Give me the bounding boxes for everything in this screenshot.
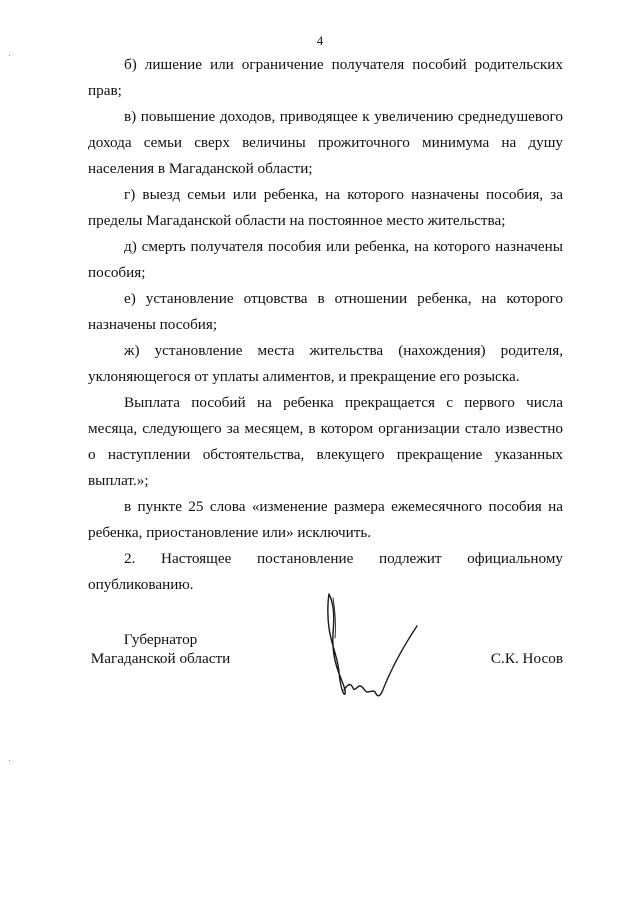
page-number: 4 (316, 33, 324, 48)
signatory-name: С.К. Носов (490, 650, 563, 667)
signature-block (88, 630, 563, 750)
paragraph-zh: ж) установление места жительства (нахождения) родителя, уклоняющегося от уплаты алиментов, и прекращение его розыска. (88, 342, 563, 385)
signatory-title-line-2: Магаданской области (90, 650, 231, 667)
paragraph-v: в) повышение доходов, приводящее к увеличению среднедушевого дохода семьи сверх величины прожиточного минимума на душу населения в Магаданской области; (88, 108, 563, 177)
paragraph-clause-25: в пункте 25 слова «изменение размера ежемесячного пособия на ребенка, приостановление или» исключить. (88, 498, 564, 541)
signatory-title-line-1: Губернатор (123, 631, 198, 648)
document-body (88, 52, 563, 598)
scan-margin-dot (9, 55, 10, 56)
signatory-title (88, 630, 233, 668)
paragraph-publication: 2. Настоящее постановление подлежит официальному опубликованию. (88, 550, 563, 593)
paragraph-d: д) смерть получателя пособия или ребенка, на которого назначены пособия; (88, 238, 563, 281)
paragraph-b: б) лишение или ограничение получателя пособий родительских прав; (88, 56, 563, 99)
handwritten-signature (313, 588, 423, 718)
paragraph-e: е) установление отцовства в отношении ребенка, на которого назначены пособия; (88, 290, 563, 333)
scan-margin-dot (9, 760, 10, 761)
paragraph-payment-termination: Выплата пособий на ребенка прекращается с первого числа месяца, следующего за месяцем, в котором организации стало известно о наступлении обстоятельства, влекущего прекращение указанных выплат.»; (88, 394, 564, 489)
paragraph-g: г) выезд семьи или ребенка, на которого назначены пособия, за пределы Магаданской области на постоянное место жительства; (88, 186, 563, 229)
